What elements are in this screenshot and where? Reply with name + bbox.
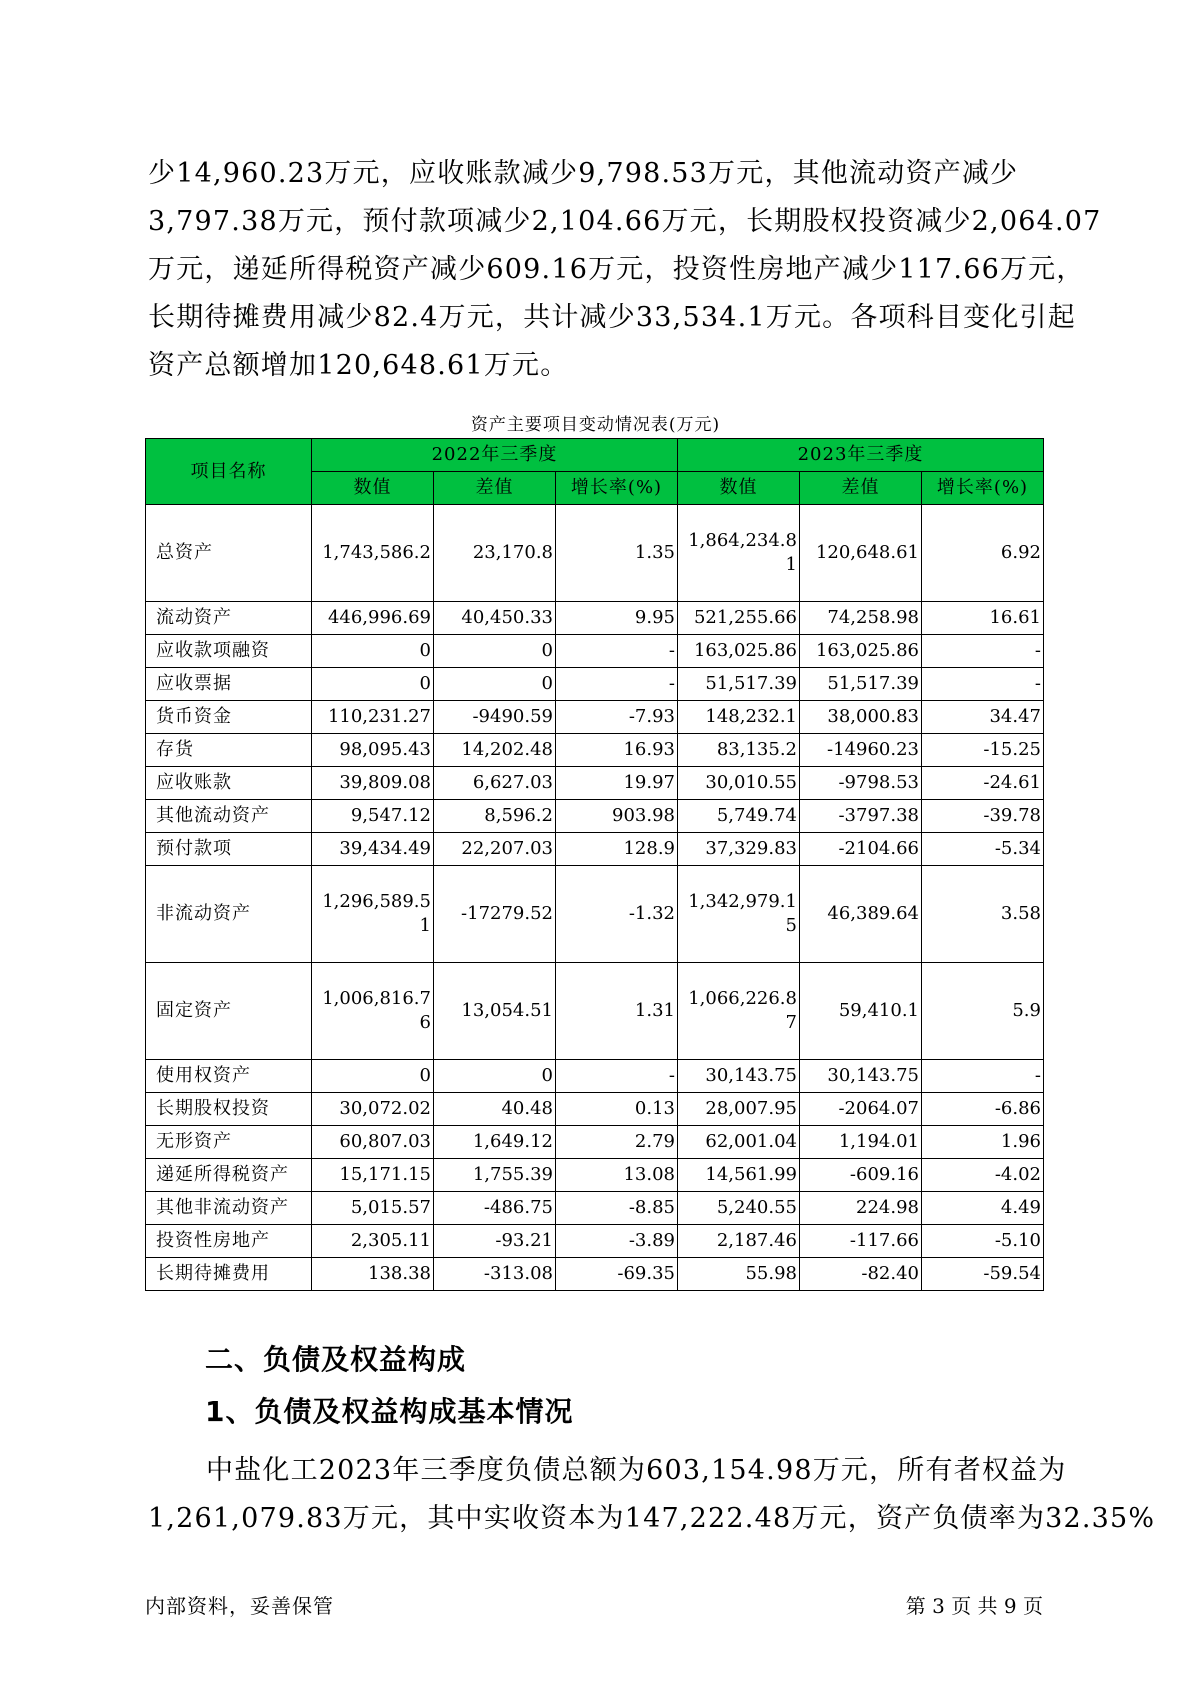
row-item-name: 应收票据 — [146, 668, 312, 701]
value-2022-cell: 1,743,586.2 — [312, 505, 434, 602]
diff-2022-cell: 0 — [434, 1060, 556, 1093]
diff-2023-cell: -117.66 — [800, 1225, 922, 1258]
value-2022-cell: 39,434.49 — [312, 833, 434, 866]
row-item-name: 其他非流动资产 — [146, 1192, 312, 1225]
footer-page-number: 第 3 页 共 9 页 — [905, 1594, 1043, 1618]
diff-2022-cell: 22,207.03 — [434, 833, 556, 866]
rate-2022-cell: -69.35 — [556, 1258, 678, 1291]
value-2022-cell: 138.38 — [312, 1258, 434, 1291]
rate-2022-cell: -8.85 — [556, 1192, 678, 1225]
rate-2023-cell: - — [922, 1060, 1044, 1093]
body-paragraph — [148, 150, 1102, 390]
rate-2023-cell: -24.61 — [922, 767, 1044, 800]
diff-2023-cell: -14960.23 — [800, 734, 922, 767]
diff-2023-cell: -3797.38 — [800, 800, 922, 833]
rate-2022-cell: 9.95 — [556, 602, 678, 635]
diff-2022-cell: 1,649.12 — [434, 1126, 556, 1159]
value-2023-cell: 163,025.86 — [678, 635, 800, 668]
diff-2022-cell: 40,450.33 — [434, 602, 556, 635]
diff-2022-cell: 0 — [434, 668, 556, 701]
row-item-name: 总资产 — [146, 505, 312, 602]
value-2023-cell: 55.98 — [678, 1258, 800, 1291]
rate-2022-cell: 903.98 — [556, 800, 678, 833]
table-row — [146, 505, 1044, 602]
rate-2023-cell: 4.49 — [922, 1192, 1044, 1225]
diff-2023-cell: 30,143.75 — [800, 1060, 922, 1093]
table-row — [146, 635, 1044, 668]
value-2022-cell: 5,015.57 — [312, 1192, 434, 1225]
value-2022-cell: 15,171.15 — [312, 1159, 434, 1192]
diff-2022-cell: -93.21 — [434, 1225, 556, 1258]
value-2023-cell: 1,864,234.81 — [678, 505, 800, 602]
subsection-heading: 1、负债及权益构成基本情况 — [205, 1395, 574, 1428]
table-row — [146, 833, 1044, 866]
rate-2023-cell: 3.58 — [922, 866, 1044, 963]
paragraph-line: 1,261,079.83万元，其中实收资本为147,222.48万元，资产负债率为32.35% — [148, 1503, 1156, 1534]
diff-2023-cell: 74,258.98 — [800, 602, 922, 635]
diff-2023-cell: 224.98 — [800, 1192, 922, 1225]
value-2023-cell: 30,143.75 — [678, 1060, 800, 1093]
rate-2023-cell: 16.61 — [922, 602, 1044, 635]
value-2023-cell: 83,135.2 — [678, 734, 800, 767]
table-row — [146, 963, 1044, 1060]
value-2023-cell: 5,240.55 — [678, 1192, 800, 1225]
table-row — [146, 1225, 1044, 1258]
row-item-name: 长期待摊费用 — [146, 1258, 312, 1291]
row-item-name: 流动资产 — [146, 602, 312, 635]
rate-2022-cell: 128.9 — [556, 833, 678, 866]
rate-2023-cell: 5.9 — [922, 963, 1044, 1060]
paragraph-line: 3,797.38万元，预付款项减少2,104.66万元，长期股权投资减少2,064.07 — [148, 206, 1102, 237]
rate-2023-cell: - — [922, 635, 1044, 668]
header-rate-2022: 增长率(%) — [556, 472, 678, 505]
table-row — [146, 1126, 1044, 1159]
row-item-name: 货币资金 — [146, 701, 312, 734]
value-2022-cell: 98,095.43 — [312, 734, 434, 767]
header-value-2023: 数值 — [678, 472, 800, 505]
rate-2022-cell: - — [556, 1060, 678, 1093]
diff-2022-cell: -486.75 — [434, 1192, 556, 1225]
value-2023-cell: 2,187.46 — [678, 1225, 800, 1258]
section-heading: 二、负债及权益构成 — [205, 1343, 467, 1376]
value-2023-cell: 14,561.99 — [678, 1159, 800, 1192]
value-2022-cell: 60,807.03 — [312, 1126, 434, 1159]
diff-2022-cell: -313.08 — [434, 1258, 556, 1291]
diff-2022-cell: 0 — [434, 635, 556, 668]
paragraph-line: 中盐化工2023年三季度负债总额为603,154.98万元，所有者权益为 — [206, 1455, 1067, 1486]
diff-2023-cell: -2104.66 — [800, 833, 922, 866]
diff-2023-cell: -609.16 — [800, 1159, 922, 1192]
diff-2023-cell: 51,517.39 — [800, 668, 922, 701]
header-diff-2022: 差值 — [434, 472, 556, 505]
row-item-name: 非流动资产 — [146, 866, 312, 963]
value-2023-cell: 51,517.39 — [678, 668, 800, 701]
value-2022-cell: 1,006,816.76 — [312, 963, 434, 1060]
table-row — [146, 668, 1044, 701]
footer-confidential-note: 内部资料，妥善保管 — [145, 1594, 334, 1618]
diff-2022-cell: 40.48 — [434, 1093, 556, 1126]
diff-2023-cell: 120,648.61 — [800, 505, 922, 602]
value-2022-cell: 1,296,589.51 — [312, 866, 434, 963]
rate-2022-cell: - — [556, 635, 678, 668]
diff-2023-cell: 46,389.64 — [800, 866, 922, 963]
paragraph-line: 万元，递延所得税资产减少609.16万元，投资性房地产减少117.66万元， — [148, 254, 1085, 285]
rate-2023-cell: 34.47 — [922, 701, 1044, 734]
value-2023-cell: 28,007.95 — [678, 1093, 800, 1126]
diff-2022-cell: 13,054.51 — [434, 963, 556, 1060]
row-item-name: 使用权资产 — [146, 1060, 312, 1093]
row-item-name: 应收款项融资 — [146, 635, 312, 668]
rate-2023-cell: -39.78 — [922, 800, 1044, 833]
header-period-2023: 2023年三季度 — [678, 439, 1044, 472]
rate-2023-cell: 6.92 — [922, 505, 1044, 602]
diff-2023-cell: 38,000.83 — [800, 701, 922, 734]
value-2023-cell: 148,232.1 — [678, 701, 800, 734]
rate-2023-cell: - — [922, 668, 1044, 701]
rate-2023-cell: -4.02 — [922, 1159, 1044, 1192]
table-row — [146, 1258, 1044, 1291]
table-row — [146, 734, 1044, 767]
rate-2022-cell: 16.93 — [556, 734, 678, 767]
diff-2022-cell: -17279.52 — [434, 866, 556, 963]
rate-2022-cell: 0.13 — [556, 1093, 678, 1126]
rate-2022-cell: -7.93 — [556, 701, 678, 734]
header-item-name: 项目名称 — [146, 439, 312, 505]
value-2022-cell: 0 — [312, 668, 434, 701]
diff-2023-cell: -9798.53 — [800, 767, 922, 800]
asset-change-table — [145, 438, 1044, 1291]
paragraph-line: 资产总额增加120,648.61万元。 — [148, 350, 569, 381]
body-paragraph — [148, 1447, 1156, 1543]
row-item-name: 固定资产 — [146, 963, 312, 1060]
row-item-name: 预付款项 — [146, 833, 312, 866]
value-2023-cell: 37,329.83 — [678, 833, 800, 866]
value-2023-cell: 62,001.04 — [678, 1126, 800, 1159]
value-2022-cell: 110,231.27 — [312, 701, 434, 734]
rate-2022-cell: 2.79 — [556, 1126, 678, 1159]
value-2022-cell: 9,547.12 — [312, 800, 434, 833]
table-row — [146, 1060, 1044, 1093]
rate-2023-cell: 1.96 — [922, 1126, 1044, 1159]
table-row — [146, 602, 1044, 635]
header-diff-2023: 差值 — [800, 472, 922, 505]
diff-2023-cell: 1,194.01 — [800, 1126, 922, 1159]
rate-2022-cell: 1.31 — [556, 963, 678, 1060]
rate-2023-cell: -5.34 — [922, 833, 1044, 866]
rate-2023-cell: -5.10 — [922, 1225, 1044, 1258]
diff-2022-cell: 6,627.03 — [434, 767, 556, 800]
value-2022-cell: 39,809.08 — [312, 767, 434, 800]
diff-2022-cell: 8,596.2 — [434, 800, 556, 833]
header-period-2022: 2022年三季度 — [312, 439, 678, 472]
value-2023-cell: 5,749.74 — [678, 800, 800, 833]
diff-2023-cell: -2064.07 — [800, 1093, 922, 1126]
table-caption: 资产主要项目变动情况表(万元) — [470, 415, 721, 435]
diff-2023-cell: -82.40 — [800, 1258, 922, 1291]
table-row — [146, 1093, 1044, 1126]
row-item-name: 存货 — [146, 734, 312, 767]
value-2022-cell: 0 — [312, 635, 434, 668]
table-row — [146, 701, 1044, 734]
row-item-name: 无形资产 — [146, 1126, 312, 1159]
header-value-2022: 数值 — [312, 472, 434, 505]
diff-2022-cell: 23,170.8 — [434, 505, 556, 602]
value-2022-cell: 30,072.02 — [312, 1093, 434, 1126]
table-row — [146, 866, 1044, 963]
diff-2022-cell: 1,755.39 — [434, 1159, 556, 1192]
value-2023-cell: 521,255.66 — [678, 602, 800, 635]
diff-2022-cell: -9490.59 — [434, 701, 556, 734]
row-item-name: 应收账款 — [146, 767, 312, 800]
row-item-name: 投资性房地产 — [146, 1225, 312, 1258]
header-rate-2023: 增长率(%) — [922, 472, 1044, 505]
table-row — [146, 1159, 1044, 1192]
row-item-name: 长期股权投资 — [146, 1093, 312, 1126]
value-2022-cell: 2,305.11 — [312, 1225, 434, 1258]
rate-2022-cell: - — [556, 668, 678, 701]
diff-2023-cell: 163,025.86 — [800, 635, 922, 668]
value-2023-cell: 1,066,226.87 — [678, 963, 800, 1060]
value-2022-cell: 446,996.69 — [312, 602, 434, 635]
rate-2023-cell: -59.54 — [922, 1258, 1044, 1291]
diff-2023-cell: 59,410.1 — [800, 963, 922, 1060]
table-row — [146, 1192, 1044, 1225]
value-2023-cell: 30,010.55 — [678, 767, 800, 800]
rate-2022-cell: -3.89 — [556, 1225, 678, 1258]
row-item-name: 其他流动资产 — [146, 800, 312, 833]
rate-2022-cell: 1.35 — [556, 505, 678, 602]
rate-2022-cell: 13.08 — [556, 1159, 678, 1192]
paragraph-line: 长期待摊费用减少82.4万元，共计减少33,534.1万元。各项科目变化引起 — [148, 302, 1076, 333]
rate-2022-cell: -1.32 — [556, 866, 678, 963]
rate-2022-cell: 19.97 — [556, 767, 678, 800]
rate-2023-cell: -15.25 — [922, 734, 1044, 767]
table-row — [146, 767, 1044, 800]
value-2022-cell: 0 — [312, 1060, 434, 1093]
paragraph-line: 少14,960.23万元，应收账款减少9,798.53万元，其他流动资产减少 — [148, 158, 1019, 189]
row-item-name: 递延所得税资产 — [146, 1159, 312, 1192]
value-2023-cell: 1,342,979.15 — [678, 866, 800, 963]
rate-2023-cell: -6.86 — [922, 1093, 1044, 1126]
diff-2022-cell: 14,202.48 — [434, 734, 556, 767]
table-row — [146, 800, 1044, 833]
